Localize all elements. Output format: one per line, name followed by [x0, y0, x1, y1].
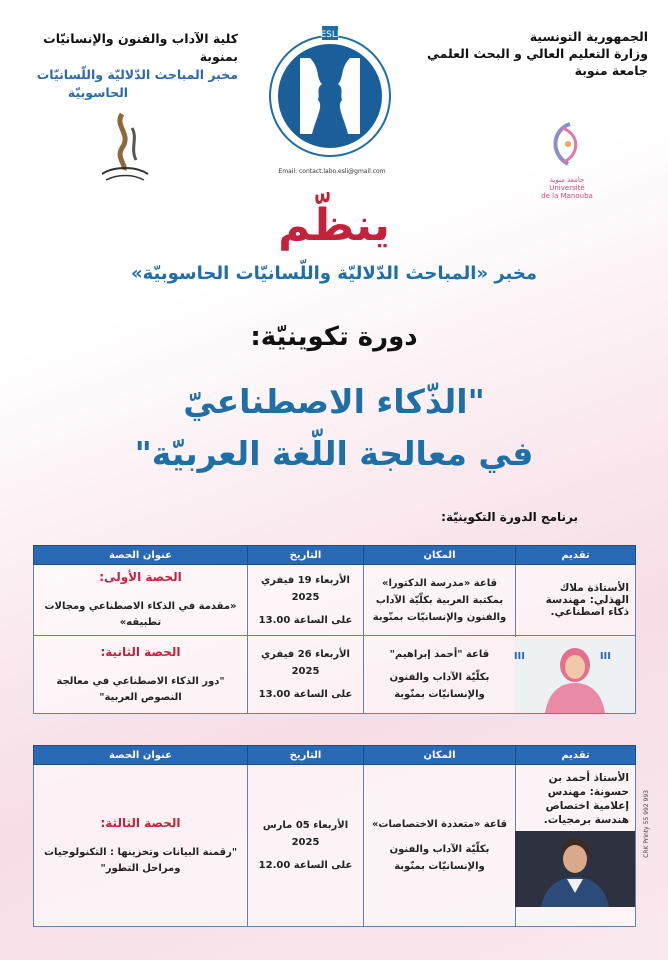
place-line: والفنون والإنسانيّات بمنّوبة — [372, 611, 507, 623]
lab-line-2: الحاسوبيّة — [67, 85, 129, 100]
lab-abbr: ESLI — [320, 30, 340, 40]
place-line: قاعة «مدرسة الدكتورا» — [381, 577, 497, 589]
program-label: برنامج الدورة التكوينيّة: — [441, 510, 578, 524]
session-label: الحصة الثانية: — [100, 644, 181, 659]
university-emblem-icon — [532, 120, 602, 172]
header-presenter: تقديم — [516, 546, 636, 565]
table-row — [34, 565, 636, 636]
header-date: التاريخ — [248, 746, 364, 765]
university-name-fr-1: Université — [549, 184, 585, 192]
header-title: عنوان الحصة — [34, 746, 248, 765]
lab-logo — [260, 18, 400, 168]
date-cell — [248, 565, 364, 636]
place-cell — [364, 636, 516, 714]
date-line: الأربعاء 05 مارس 2025 — [262, 820, 349, 848]
session-label: الحصة الثالثة: — [100, 815, 181, 830]
organizes-heading: ينظّم — [278, 200, 390, 251]
faculty-logo — [92, 108, 158, 188]
session-topic: "دور الذكاء الاصطناعي في معالجة النصوص العربية" — [56, 675, 225, 703]
lab-faces-icon — [260, 18, 400, 168]
faculty-calligraphy-icon — [92, 108, 158, 188]
place-cell — [364, 765, 516, 927]
topic-cell — [34, 765, 248, 927]
table-row — [34, 636, 636, 714]
place-line: والإنسانيّات بمنّوبة — [394, 861, 485, 872]
topic-cell — [34, 565, 248, 636]
header-place: المكان — [364, 746, 516, 765]
header-title: عنوان الحصة — [34, 546, 248, 565]
session-topic: "رقمنة البيانات وتخزينها : التكنولوجيات ومراحل التطور" — [43, 846, 238, 874]
header-presenter: تقديم — [516, 746, 636, 765]
table-row — [34, 765, 636, 927]
university-logo — [532, 120, 602, 200]
presenter-text: الأستاذ أحمد بن حسونة: مهندس إعلامية اختصاص هندسة برمجيات. — [543, 772, 629, 826]
university-name-fr-2: de la Manouba — [541, 192, 593, 200]
presenter-photo-cell — [513, 636, 636, 714]
table-header-row — [34, 746, 636, 765]
header-date: التاريخ — [248, 546, 364, 565]
place-line: بكلّيّة الآداب والفنون — [389, 672, 490, 683]
session-topic: «مقدمة في الذكاء الاصطناعي ومجالات تطبيقه» — [44, 601, 237, 628]
place-line: قاعة «متعددة الاختصاصات» — [371, 819, 508, 830]
place-line: والإنسانيّات بمنّوبة — [394, 689, 485, 700]
table-header-row — [34, 546, 636, 565]
svg-text:III: III — [599, 650, 611, 662]
presenter-photo-woman — [515, 637, 635, 713]
presenter-cell: الأستاذة ملاك الهذلي: مهندسة ذكاء اصطناعي. — [516, 565, 636, 636]
printer-credit: CRK Printy 55 992 993 — [643, 790, 650, 858]
man-portrait-icon — [515, 831, 635, 907]
woman-portrait-icon — [515, 637, 635, 713]
date-cell — [248, 765, 364, 927]
place-line: قاعة "أحمد إبراهيم" — [389, 649, 490, 660]
svg-text:III: III — [513, 650, 525, 662]
header-place: المكان — [364, 546, 516, 565]
session-label: الحصة الأولى: — [99, 570, 182, 584]
presenter-photo-man — [515, 831, 635, 907]
course-title-line-1: "الذّكاء الاصطناعيّ — [183, 382, 485, 421]
time-line: على الساعة 12.00 — [258, 860, 353, 871]
ministry-header — [418, 28, 648, 79]
schedule-table-1 — [33, 545, 636, 714]
course-title-line-2: في معالجة اللّغة العربيّة" — [134, 434, 534, 473]
lab-name-heading: مخبر «المباحث الدّلاليّة واللّسانيّات الحاسوبيّة» — [130, 263, 538, 284]
republic-line: الجمهورية التونسية — [529, 29, 648, 44]
ministry-line: وزارة التعليم العالي و البحث العلمي — [426, 46, 648, 61]
faculty-header — [18, 30, 238, 102]
university-name-ar: جامعة منوبة — [549, 176, 585, 184]
university-line: جامعة منوبة — [574, 63, 648, 78]
time-line: على الساعة 13.00 — [258, 614, 353, 626]
place-cell — [364, 565, 516, 636]
date-line: الأربعاء 26 فيفري 2025 — [260, 649, 350, 677]
lab-email: Email: contact.labo.esli@gmail.com — [278, 168, 386, 175]
date-line: الأربعاء 19 فيفري 2025 — [260, 574, 350, 603]
place-line: بمكتبة العربية بكلّيّة الآداب — [375, 594, 504, 606]
schedule-table-2 — [33, 745, 636, 927]
topic-cell — [34, 636, 248, 714]
presenter-cell — [516, 765, 636, 927]
date-cell — [248, 636, 364, 714]
time-line: على الساعة 13.00 — [258, 689, 353, 700]
course-label: دورة تكوينيّة: — [250, 322, 418, 352]
lab-line-1: مخبر المباحث الدّلاليّة واللّسانيّات — [36, 67, 238, 82]
place-line: بكلّيّة الآداب والفنون — [389, 844, 490, 855]
faculty-line: كلية الآداب والفنون والإنسانيّات بمنوبة — [43, 31, 238, 64]
